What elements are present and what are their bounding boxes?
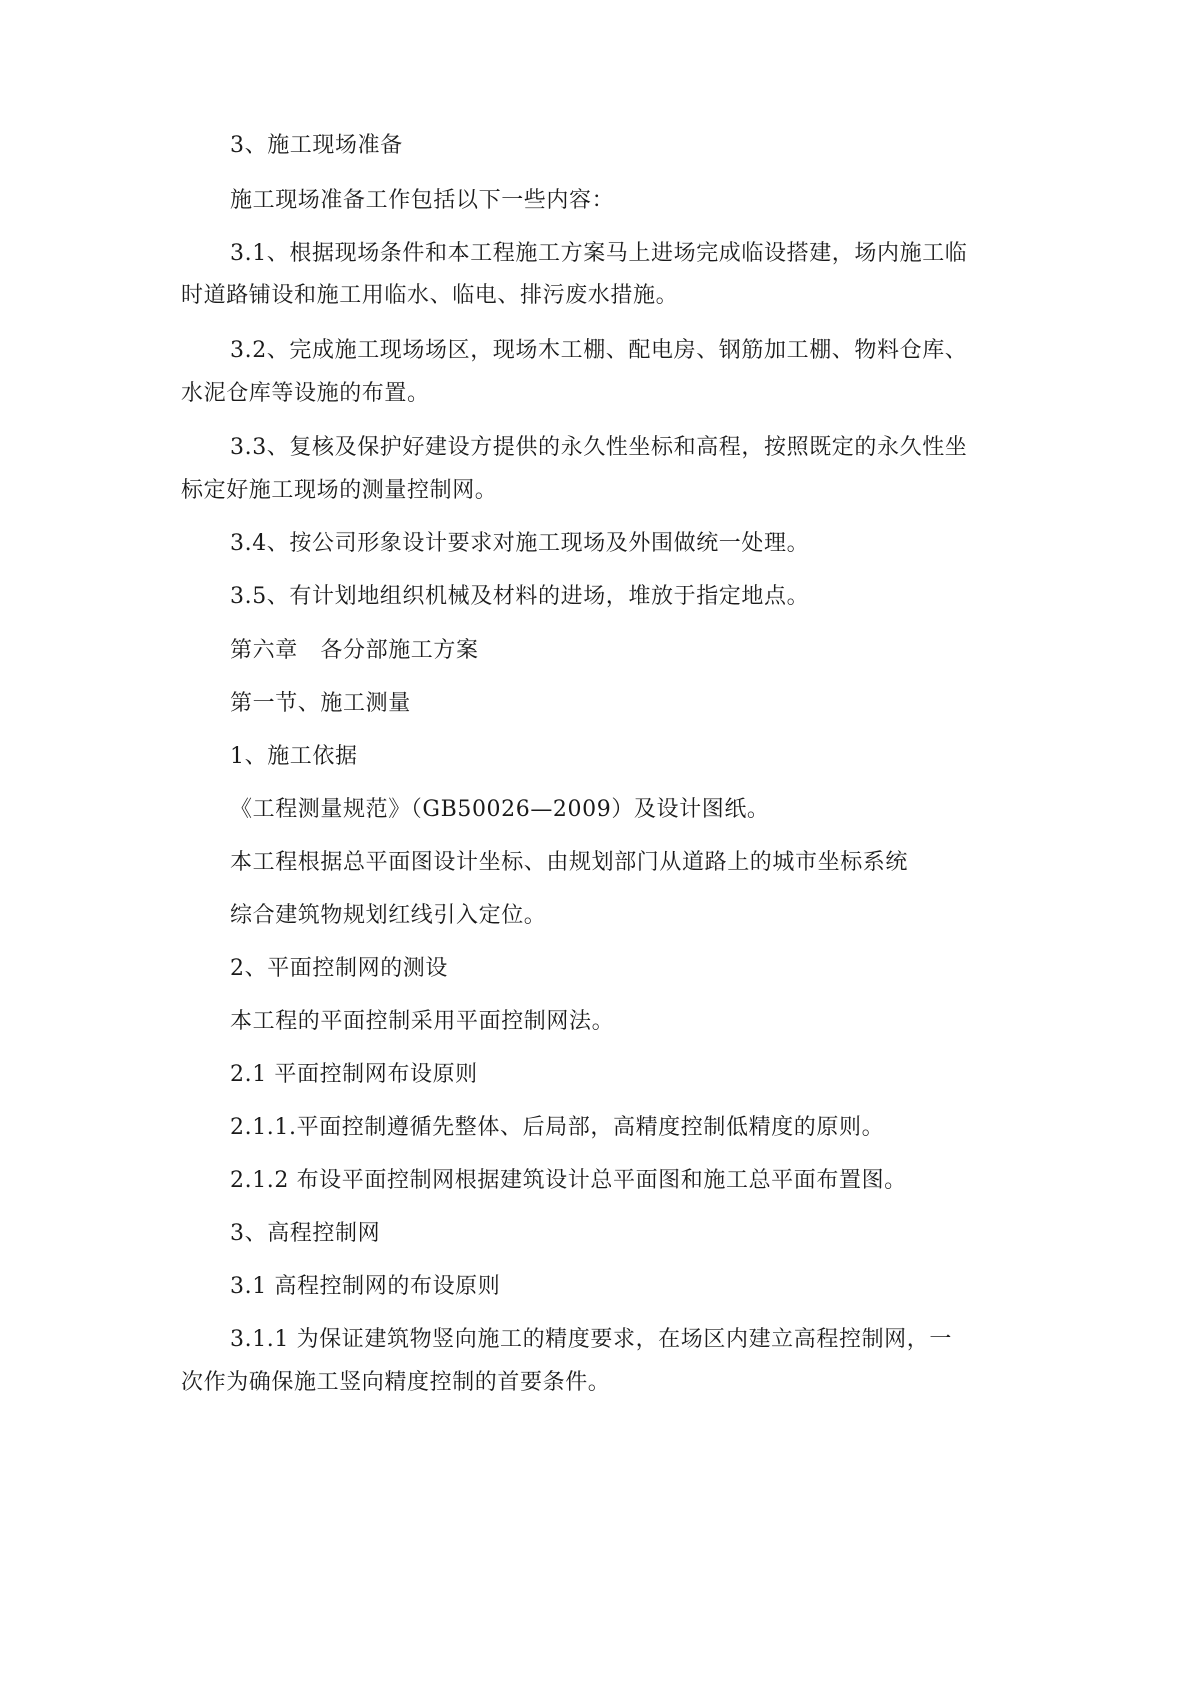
paragraph-3-1-line-1: 3.1、根据现场条件和本工程施工方案马上进场完成临设搭建，场内施工临 — [230, 241, 968, 266]
heading-plane-control-principles: 2.1 平面控制网布设原则 — [230, 1062, 478, 1087]
heading-site-preparation: 3、施工现场准备 — [230, 133, 403, 158]
paragraph-2-1-1: 2.1.1.平面控制遵循先整体、后局部，高精度控制低精度的原则。 — [230, 1115, 885, 1140]
paragraph-plane-control-method: 本工程的平面控制采用平面控制网法。 — [230, 1009, 615, 1034]
paragraph-3-1-1-line-1: 3.1.1 为保证建筑物竖向施工的精度要求，在场区内建立高程控制网，一 — [230, 1327, 952, 1352]
heading-elevation-control-network: 3、高程控制网 — [230, 1221, 381, 1246]
paragraph-intro: 施工现场准备工作包括以下一些内容： — [230, 188, 615, 213]
paragraph-standard: 《工程测量规范》（GB50026—2009）及设计图纸。 — [230, 797, 770, 822]
chapter-heading: 第六章 各分部施工方案 — [230, 638, 479, 663]
paragraph-3-2-line-1: 3.2、完成施工现场场区，现场木工棚、配电房、钢筋加工棚、物料仓库、 — [230, 338, 968, 363]
paragraph-3-3-line-2: 标定好施工现场的测量控制网。 — [181, 478, 498, 503]
paragraph-positioning-line-1: 本工程根据总平面图设计坐标、由规划部门从道路上的城市坐标系统 — [230, 850, 909, 875]
paragraph-3-2-line-2: 水泥仓库等设施的布置。 — [181, 381, 430, 406]
heading-construction-basis: 1、施工依据 — [230, 744, 358, 769]
heading-elevation-control-principles: 3.1 高程控制网的布设原则 — [230, 1274, 501, 1299]
heading-plane-control-network: 2、平面控制网的测设 — [230, 956, 448, 981]
paragraph-3-3-line-1: 3.3、复核及保护好建设方提供的永久性坐标和高程，按照既定的永久性坐 — [230, 435, 968, 460]
section-heading: 第一节、施工测量 — [230, 691, 411, 716]
paragraph-3-1-line-2: 时道路铺设和施工用临水、临电、排污废水措施。 — [181, 283, 679, 308]
paragraph-positioning-line-2: 综合建筑物规划红线引入定位。 — [230, 903, 547, 928]
paragraph-2-1-2: 2.1.2 布设平面控制网根据建筑设计总平面图和施工总平面布置图。 — [230, 1168, 907, 1193]
paragraph-3-4: 3.4、按公司形象设计要求对施工现场及外围做统一处理。 — [230, 531, 810, 556]
paragraph-3-5: 3.5、有计划地组织机械及材料的进场，堆放于指定地点。 — [230, 584, 810, 609]
paragraph-3-1-1-line-2: 次作为确保施工竖向精度控制的首要条件。 — [181, 1370, 611, 1395]
